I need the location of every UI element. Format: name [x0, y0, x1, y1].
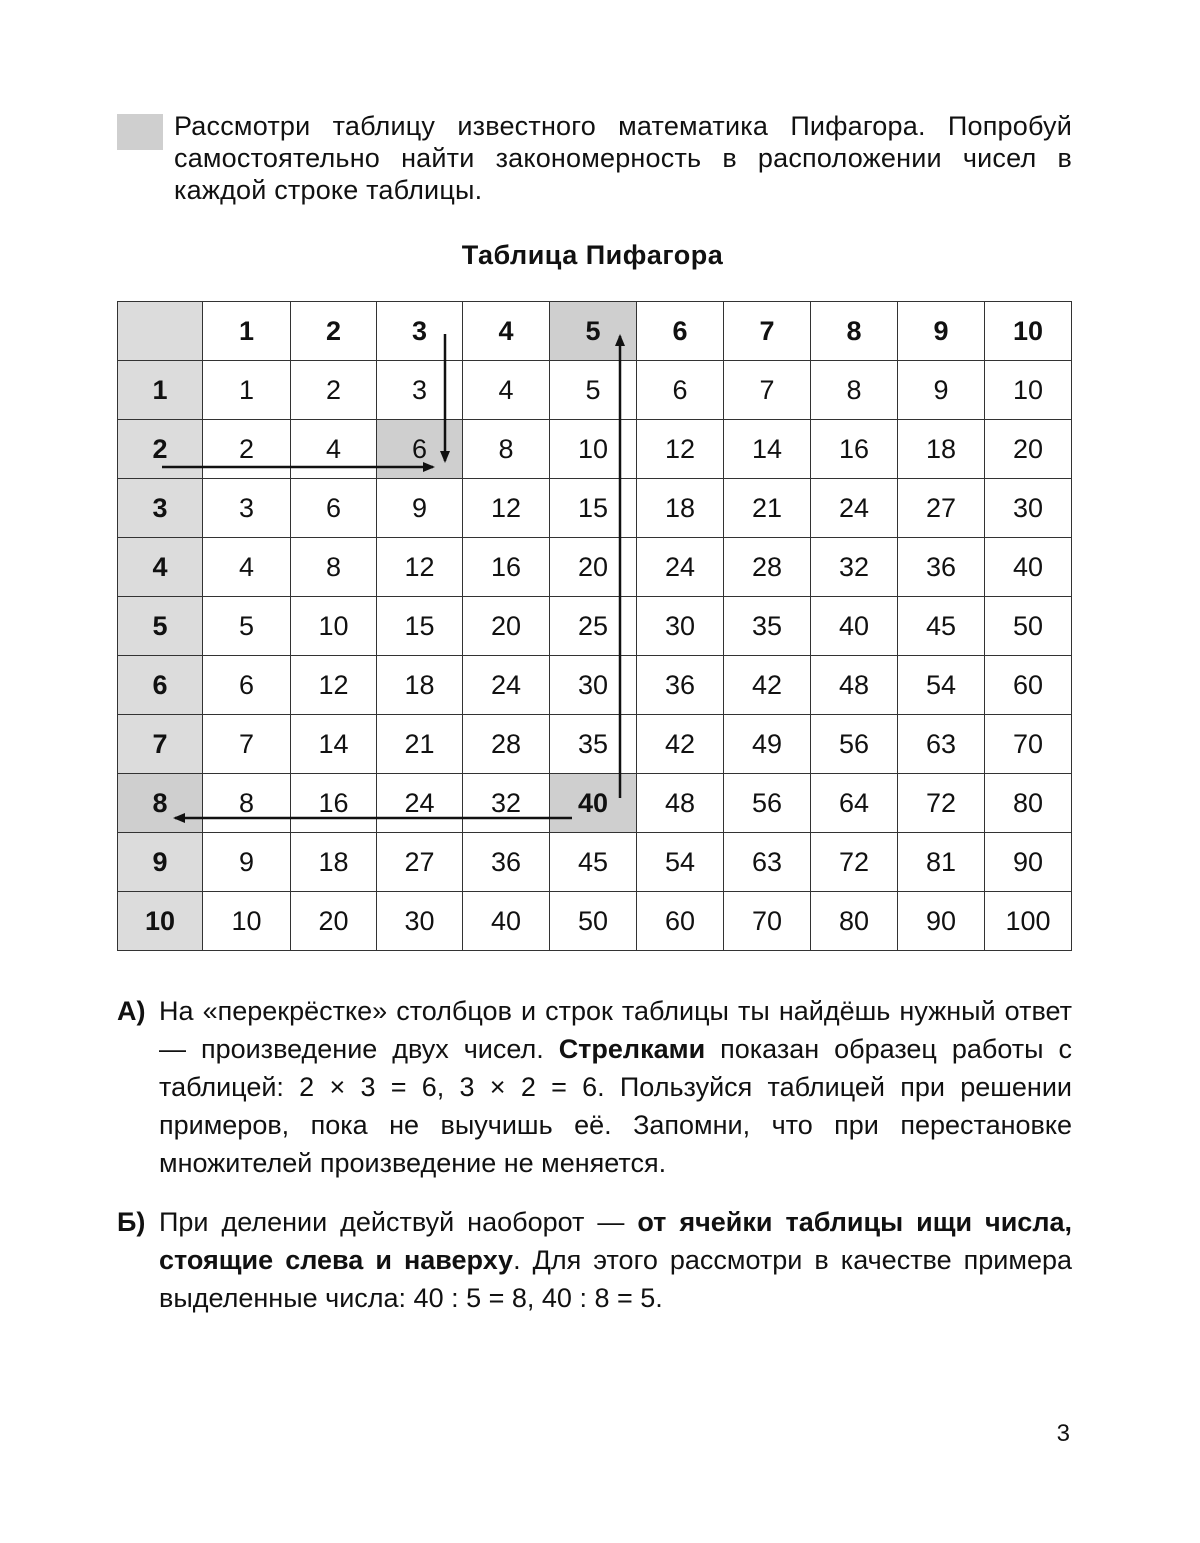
- table-cell: 60: [985, 656, 1072, 715]
- table-cell: 4: [291, 420, 377, 479]
- table-cell: 50: [985, 597, 1072, 656]
- paragraph-a-text: На «перекрёстке» столбцов и строк таблицы ты найдёшь нужный ответ — произведение двух чисел. Стрелками показан образец работы с таблицей: 2 × 3 = 6, 3 × 2 = 6. Пользуйся таблицей при решении примеров, пока не выучишь её. Запомни, что при перестановке множителей произведение не меняется.: [159, 996, 1072, 1178]
- table-cell: 90: [985, 833, 1072, 892]
- table-cell: 12: [291, 656, 377, 715]
- paragraph-a-label: А): [117, 996, 146, 1026]
- table-cell: 63: [724, 833, 811, 892]
- table-cell: 72: [811, 833, 898, 892]
- table-cell: 9: [377, 479, 463, 538]
- table-cell: 30: [550, 656, 637, 715]
- paragraph-b-bold: от ячейки таблицы ищи числа, стоящие слева и наверху: [159, 1207, 1072, 1275]
- table-cell: 30: [637, 597, 724, 656]
- table-cell: 28: [724, 538, 811, 597]
- table-cell: 8: [463, 420, 550, 479]
- paragraph-a-bold: Стрелками: [558, 1034, 706, 1064]
- table-cell: 4: [203, 538, 291, 597]
- table-cell: 16: [291, 774, 377, 833]
- table-cell: 18: [898, 420, 985, 479]
- table-cell: 8: [203, 774, 291, 833]
- table-cell: 16: [463, 538, 550, 597]
- table-cell: 42: [724, 656, 811, 715]
- table-cell: 24: [637, 538, 724, 597]
- table-cell: 24: [377, 774, 463, 833]
- table-cell: 36: [637, 656, 724, 715]
- table-row: [118, 597, 1072, 656]
- table-cell: 81: [898, 833, 985, 892]
- table-cell: 1: [203, 361, 291, 420]
- table-cell: 25: [550, 597, 637, 656]
- table-cell: 10: [203, 892, 291, 951]
- table-cell: 35: [724, 597, 811, 656]
- table-cell: 6: [377, 420, 463, 479]
- table-cell: 5: [203, 597, 291, 656]
- table-cell: 27: [377, 833, 463, 892]
- column-header: 6: [637, 302, 724, 361]
- table-cell: 12: [637, 420, 724, 479]
- table-cell: 49: [724, 715, 811, 774]
- table-cell: 20: [985, 420, 1072, 479]
- table-row: [118, 892, 1072, 951]
- table-row: [118, 361, 1072, 420]
- table-cell: 6: [291, 479, 377, 538]
- table-cell: 40: [811, 597, 898, 656]
- paragraph-a: [117, 992, 1072, 1182]
- table-row: [118, 774, 1072, 833]
- table-row: [118, 538, 1072, 597]
- table-cell: 42: [637, 715, 724, 774]
- table-row: [118, 656, 1072, 715]
- corner-cell: [118, 302, 203, 361]
- pythagoras-table: [117, 301, 1071, 949]
- table-cell: 24: [811, 479, 898, 538]
- table-row: [118, 833, 1072, 892]
- column-header: 4: [463, 302, 550, 361]
- table-cell: 54: [898, 656, 985, 715]
- table-cell: 9: [203, 833, 291, 892]
- table-cell: 40: [463, 892, 550, 951]
- table-cell: 9: [898, 361, 985, 420]
- table-cell: 40: [985, 538, 1072, 597]
- table-cell: 48: [637, 774, 724, 833]
- table-cell: 21: [377, 715, 463, 774]
- table-cell: 45: [898, 597, 985, 656]
- column-header: 8: [811, 302, 898, 361]
- table-cell: 5: [550, 361, 637, 420]
- table-cell: 2: [291, 361, 377, 420]
- table-cell: 80: [985, 774, 1072, 833]
- table-cell: 14: [291, 715, 377, 774]
- table-cell: 16: [811, 420, 898, 479]
- table-cell: 45: [550, 833, 637, 892]
- table-cell: 18: [637, 479, 724, 538]
- column-header: 9: [898, 302, 985, 361]
- row-header: 4: [118, 538, 203, 597]
- table-cell: 20: [463, 597, 550, 656]
- task-marker: [117, 114, 163, 150]
- table-cell: 35: [550, 715, 637, 774]
- table-cell: 36: [898, 538, 985, 597]
- table-cell: 4: [463, 361, 550, 420]
- table-cell: 6: [637, 361, 724, 420]
- table-cell: 32: [811, 538, 898, 597]
- table-cell: 7: [724, 361, 811, 420]
- table-cell: 20: [291, 892, 377, 951]
- table-cell: 70: [985, 715, 1072, 774]
- row-header: 6: [118, 656, 203, 715]
- table-cell: 7: [203, 715, 291, 774]
- table-cell: 3: [203, 479, 291, 538]
- table-cell: 72: [898, 774, 985, 833]
- table-cell: 64: [811, 774, 898, 833]
- table-cell: 8: [291, 538, 377, 597]
- paragraph-b-label: Б): [117, 1207, 146, 1237]
- row-header: 10: [118, 892, 203, 951]
- row-header: 5: [118, 597, 203, 656]
- table-cell: 60: [637, 892, 724, 951]
- table-cell: 10: [550, 420, 637, 479]
- table-cell: 56: [724, 774, 811, 833]
- table-cell: 8: [811, 361, 898, 420]
- column-header: 5: [550, 302, 637, 361]
- table-cell: 40: [550, 774, 637, 833]
- table-cell: 10: [985, 361, 1072, 420]
- table-row: [118, 715, 1072, 774]
- table-row: [118, 479, 1072, 538]
- table-cell: 24: [463, 656, 550, 715]
- table-cell: 30: [985, 479, 1072, 538]
- table-cell: 18: [377, 656, 463, 715]
- table-cell: 3: [377, 361, 463, 420]
- table-row: [118, 420, 1072, 479]
- multiplication-grid: [117, 301, 1072, 951]
- column-header: 3: [377, 302, 463, 361]
- table-cell: 70: [724, 892, 811, 951]
- table-cell: 32: [463, 774, 550, 833]
- column-header: 1: [203, 302, 291, 361]
- table-cell: 54: [637, 833, 724, 892]
- table-cell: 15: [377, 597, 463, 656]
- page-number: 3: [1056, 1420, 1070, 1447]
- table-cell: 14: [724, 420, 811, 479]
- table-cell: 27: [898, 479, 985, 538]
- intro-text: Рассмотри таблицу известного математика Пифагора. Попробуй самостоятельно найти закономерность в расположении чисел в каждой строке таблицы.: [174, 111, 1072, 205]
- paragraph-b-text: При делении действуй наоборот — от ячейки таблицы ищи числа, стоящие слева и наверху. Для этого рассмотри в качестве примера выделенные числа: 40 : 5 = 8, 40 : 8 = 5.: [159, 1207, 1072, 1313]
- header-row: [118, 302, 1072, 361]
- column-header: 10: [985, 302, 1072, 361]
- column-header: 7: [724, 302, 811, 361]
- table-cell: 18: [291, 833, 377, 892]
- paragraph-b: [117, 1203, 1072, 1317]
- table-cell: 15: [550, 479, 637, 538]
- table-cell: 12: [377, 538, 463, 597]
- table-cell: 36: [463, 833, 550, 892]
- table-cell: 56: [811, 715, 898, 774]
- table-cell: 10: [291, 597, 377, 656]
- row-header: 2: [118, 420, 203, 479]
- table-cell: 80: [811, 892, 898, 951]
- table-cell: 30: [377, 892, 463, 951]
- table-cell: 90: [898, 892, 985, 951]
- table-cell: 100: [985, 892, 1072, 951]
- table-cell: 50: [550, 892, 637, 951]
- table-cell: 2: [203, 420, 291, 479]
- table-cell: 48: [811, 656, 898, 715]
- row-header: 1: [118, 361, 203, 420]
- table-cell: 63: [898, 715, 985, 774]
- row-header: 9: [118, 833, 203, 892]
- table-cell: 21: [724, 479, 811, 538]
- column-header: 2: [291, 302, 377, 361]
- table-cell: 6: [203, 656, 291, 715]
- intro-block: [117, 110, 1072, 206]
- table-title: Таблица Пифагора: [461, 240, 724, 270]
- row-header: 8: [118, 774, 203, 833]
- table-cell: 28: [463, 715, 550, 774]
- row-header: 7: [118, 715, 203, 774]
- row-header: 3: [118, 479, 203, 538]
- table-cell: 20: [550, 538, 637, 597]
- table-cell: 12: [463, 479, 550, 538]
